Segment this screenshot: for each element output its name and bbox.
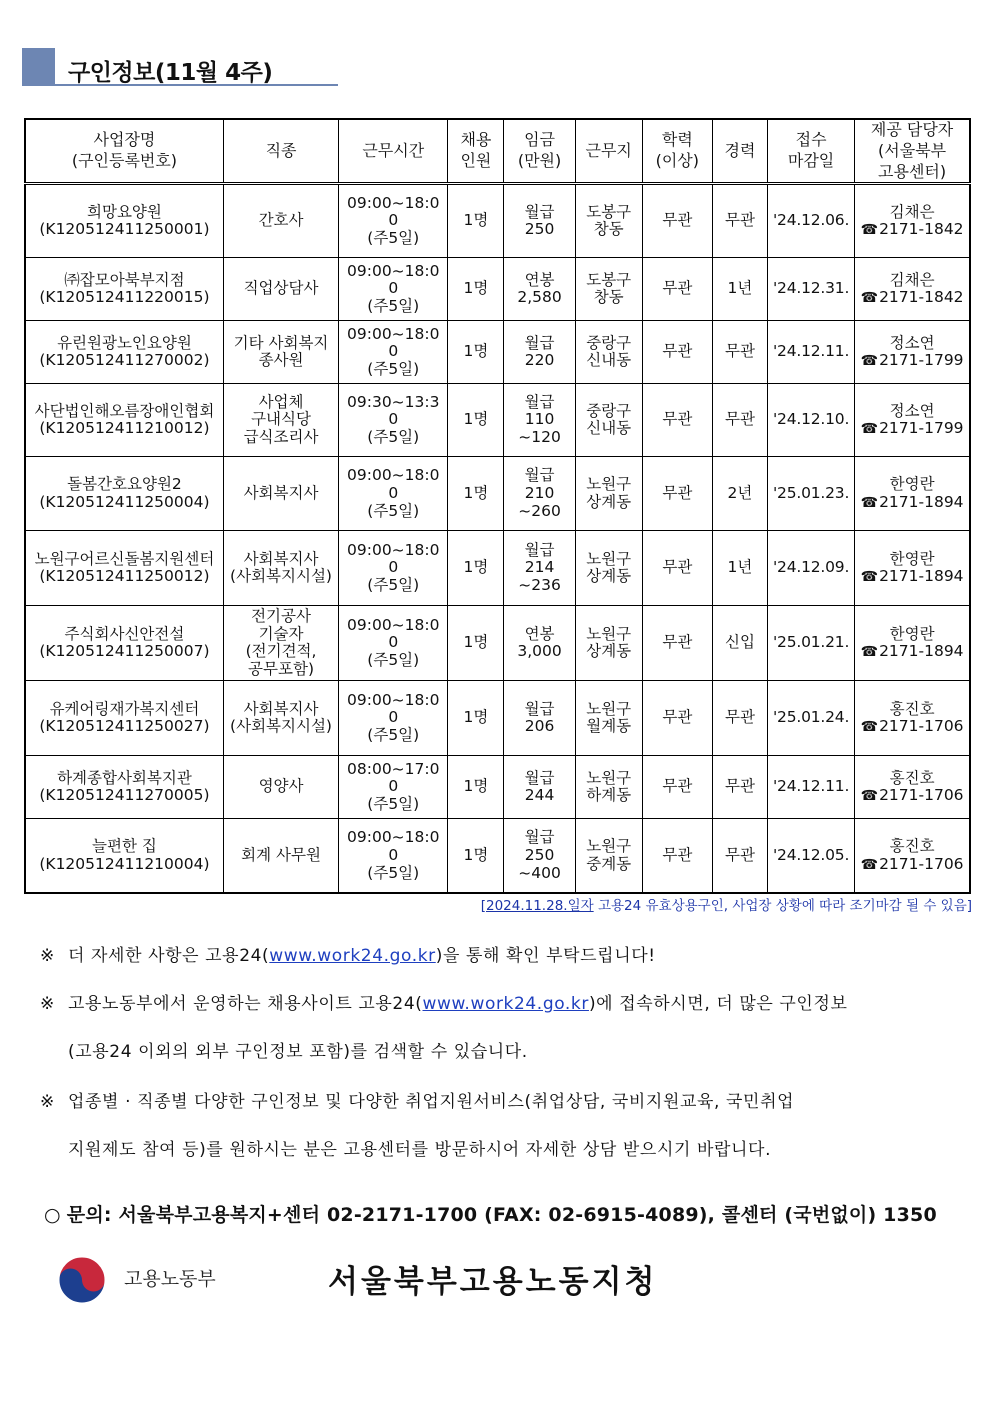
contact-person-name: 홍진호 bbox=[889, 768, 935, 787]
contact-person-name: 홍진호 bbox=[889, 836, 935, 855]
education-cell: 무관 bbox=[642, 819, 712, 893]
column-header bbox=[504, 119, 575, 184]
table-row bbox=[25, 184, 970, 258]
location-line: 창동 bbox=[593, 220, 624, 239]
phone-icon: ☎ bbox=[860, 494, 879, 511]
wage-line: 월급 bbox=[524, 466, 555, 485]
phone-number-line bbox=[858, 221, 966, 239]
work-hours-cell bbox=[339, 606, 448, 681]
column-header bbox=[25, 119, 223, 184]
registration-number: (K120512411250007) bbox=[39, 642, 210, 661]
education-cell: 무관 bbox=[642, 321, 712, 384]
location-cell bbox=[575, 258, 642, 321]
job-type-cell: 영양사 bbox=[223, 756, 338, 819]
contact-person-name: 홍진호 bbox=[889, 699, 935, 718]
contact-person-cell bbox=[855, 819, 970, 893]
wage-line: 연봉 bbox=[524, 624, 555, 643]
phone-number-line bbox=[858, 420, 966, 438]
phone-number: 2171-1799 bbox=[879, 351, 964, 370]
education-cell: 무관 bbox=[642, 384, 712, 457]
hire-count-cell: 1명 bbox=[448, 819, 504, 893]
location-cell bbox=[575, 384, 642, 457]
wage-line: 250 bbox=[524, 845, 555, 864]
hire-count-cell: 1명 bbox=[448, 531, 504, 606]
company-cell bbox=[25, 258, 223, 321]
wage-line: 월급 bbox=[524, 699, 555, 718]
contact-person-cell bbox=[855, 606, 970, 681]
phone-icon: ☎ bbox=[860, 353, 879, 370]
company-name: 유린원광노인요양원 bbox=[57, 333, 192, 352]
wage-line: 월급 bbox=[524, 768, 555, 787]
job-listings-table bbox=[24, 118, 971, 894]
work-hours-cell bbox=[339, 531, 448, 606]
column-header-line: 고용센터) bbox=[878, 161, 947, 181]
education-cell: 무관 bbox=[642, 756, 712, 819]
experience-cell: 무관 bbox=[712, 184, 767, 258]
notice-mark: ※ bbox=[40, 994, 55, 1014]
contact-info bbox=[44, 1200, 937, 1227]
deadline-cell: '24.12.10. bbox=[768, 384, 855, 457]
company-cell bbox=[25, 681, 223, 756]
contact-person-cell bbox=[855, 681, 970, 756]
work-hours-cell bbox=[339, 384, 448, 457]
location-line: 월계동 bbox=[586, 717, 632, 736]
wage-cell bbox=[504, 384, 575, 457]
education-cell: 무관 bbox=[642, 681, 712, 756]
wage-line: ~120 bbox=[518, 428, 561, 447]
location-line: 창동 bbox=[593, 288, 624, 307]
page-title: 구인정보(11월 4주) bbox=[68, 60, 273, 86]
column-header-line: 인원 bbox=[460, 151, 492, 171]
work-days: (주5일) bbox=[367, 576, 420, 595]
column-header bbox=[575, 119, 642, 184]
wage-line: ~260 bbox=[518, 501, 561, 520]
contact-person-cell bbox=[855, 384, 970, 457]
column-header-line: 사업장명 bbox=[93, 130, 156, 150]
location-line: 상계동 bbox=[586, 492, 632, 511]
wage-line: 월급 bbox=[524, 540, 555, 559]
company-name: 주식회사신안전설 bbox=[64, 624, 185, 643]
experience-cell: 무관 bbox=[712, 756, 767, 819]
wage-line: 월급 bbox=[524, 333, 555, 352]
work-hours-cell bbox=[339, 756, 448, 819]
contact-person-cell bbox=[855, 531, 970, 606]
table-row bbox=[25, 606, 970, 681]
wage-line: 3,000 bbox=[517, 642, 562, 661]
table-row bbox=[25, 457, 970, 531]
notice-2-text-b: )에 접속하시면, 더 많은 구인정보 bbox=[588, 994, 848, 1014]
work-hours: 09:00~18:00 bbox=[347, 615, 440, 652]
column-header bbox=[768, 119, 855, 184]
phone-icon: ☎ bbox=[860, 856, 879, 873]
company-cell bbox=[25, 321, 223, 384]
wage-cell bbox=[504, 184, 575, 258]
company-cell bbox=[25, 606, 223, 681]
ministry-name: 고용노동부 bbox=[124, 1268, 216, 1290]
work-days: (주5일) bbox=[367, 428, 420, 447]
company-cell bbox=[25, 531, 223, 606]
registration-number: (K120512411250012) bbox=[39, 567, 210, 586]
contact-person-cell bbox=[855, 184, 970, 258]
column-header-line: (구인등록번호) bbox=[71, 151, 178, 171]
wage-cell bbox=[504, 258, 575, 321]
wage-line: ~236 bbox=[518, 576, 561, 595]
table-row bbox=[25, 681, 970, 756]
work-days: (주5일) bbox=[367, 229, 420, 248]
location-cell bbox=[575, 531, 642, 606]
notice-3-text-a: 업종별 · 직종별 다양한 구인정보 및 다양한 취업지원서비스(취업상담, 국비지원교육, 국민취업 bbox=[68, 1092, 795, 1112]
company-cell bbox=[25, 819, 223, 893]
job-type-cell: 직업상담사 bbox=[223, 258, 338, 321]
registration-number: (K120512411210012) bbox=[39, 419, 210, 438]
location-line: 노원구 bbox=[586, 475, 632, 494]
location-line: 노원구 bbox=[586, 699, 632, 718]
location-line: 하계동 bbox=[586, 786, 632, 805]
phone-number-line bbox=[858, 568, 966, 586]
work24-link[interactable]: www.work24.go.kr bbox=[269, 946, 436, 966]
deadline-cell: '25.01.23. bbox=[768, 457, 855, 531]
location-line: 신내동 bbox=[586, 419, 632, 438]
location-line: 노원구 bbox=[586, 624, 632, 643]
phone-icon: ☎ bbox=[860, 569, 879, 586]
column-header-line: 마감일 bbox=[787, 151, 835, 171]
contact-person-cell bbox=[855, 258, 970, 321]
location-line: 도봉구 bbox=[586, 202, 632, 221]
company-cell bbox=[25, 457, 223, 531]
hire-count-cell: 1명 bbox=[448, 184, 504, 258]
education-cell: 무관 bbox=[642, 457, 712, 531]
note-open-bracket: [ bbox=[480, 898, 486, 914]
registration-number: (K120512411220015) bbox=[39, 288, 210, 307]
experience-cell: 2년 bbox=[712, 457, 767, 531]
location-line: 노원구 bbox=[586, 836, 632, 855]
table-row bbox=[25, 258, 970, 321]
table-row bbox=[25, 531, 970, 606]
education-cell: 무관 bbox=[642, 531, 712, 606]
company-name: 희망요양원 bbox=[87, 202, 162, 221]
work-hours: 09:00~18:00 bbox=[347, 261, 440, 298]
phone-number: 2171-1842 bbox=[879, 288, 964, 307]
phone-number: 2171-1842 bbox=[879, 220, 964, 239]
wage-line: 214 bbox=[524, 558, 555, 577]
work-hours: 09:00~18:00 bbox=[347, 827, 440, 864]
phone-number-line bbox=[858, 352, 966, 370]
location-line: 중랑구 bbox=[586, 333, 632, 352]
phone-number-line bbox=[858, 718, 966, 736]
location-cell bbox=[575, 681, 642, 756]
hire-count-cell: 1명 bbox=[448, 606, 504, 681]
column-header bbox=[339, 119, 448, 184]
location-cell bbox=[575, 457, 642, 531]
wage-line: ~400 bbox=[518, 863, 561, 882]
deadline-cell: '24.12.11. bbox=[768, 756, 855, 819]
phone-icon: ☎ bbox=[860, 788, 879, 805]
table-row bbox=[25, 819, 970, 893]
work-days: (주5일) bbox=[367, 501, 420, 520]
column-header-line: 경력 bbox=[724, 140, 756, 160]
ministry-taegeuk-logo-icon bbox=[58, 1256, 106, 1304]
wage-line: 월급 bbox=[524, 202, 555, 221]
wage-cell bbox=[504, 457, 575, 531]
deadline-cell: '25.01.24. bbox=[768, 681, 855, 756]
experience-cell: 무관 bbox=[712, 819, 767, 893]
contact-person-name: 정소연 bbox=[889, 333, 935, 352]
column-header-line: 제공 담당자 bbox=[870, 120, 954, 139]
phone-number: 2171-1706 bbox=[879, 854, 964, 873]
work-hours: 09:00~18:00 bbox=[347, 690, 440, 727]
work-hours: 08:00~17:00 bbox=[347, 759, 440, 796]
company-cell bbox=[25, 384, 223, 457]
phone-number: 2171-1894 bbox=[879, 642, 964, 661]
note-date: 2024.11.28.일자 bbox=[485, 898, 594, 914]
phone-icon: ☎ bbox=[860, 222, 879, 239]
column-header-line: 접수 bbox=[795, 130, 827, 150]
column-header-line: 학력 bbox=[661, 130, 693, 150]
contact-person-name: 김채은 bbox=[889, 270, 935, 289]
location-line: 상계동 bbox=[586, 567, 632, 586]
experience-cell: 신입 bbox=[712, 606, 767, 681]
deadline-cell: '25.01.21. bbox=[768, 606, 855, 681]
deadline-cell: '24.12.06. bbox=[768, 184, 855, 258]
contact-person-name: 정소연 bbox=[889, 401, 935, 420]
wage-cell bbox=[504, 321, 575, 384]
experience-cell: 무관 bbox=[712, 384, 767, 457]
education-cell: 무관 bbox=[642, 258, 712, 321]
column-header-line: (이상) bbox=[655, 151, 700, 171]
location-line: 중계동 bbox=[586, 854, 632, 873]
contact-person-cell bbox=[855, 457, 970, 531]
deadline-cell: '24.12.11. bbox=[768, 321, 855, 384]
contact-bullet: ○ bbox=[44, 1204, 61, 1226]
education-cell: 무관 bbox=[642, 184, 712, 258]
experience-cell: 1년 bbox=[712, 531, 767, 606]
deadline-cell: '24.12.31. bbox=[768, 258, 855, 321]
wage-line: 월급 bbox=[524, 392, 555, 411]
registration-number: (K120512411270002) bbox=[39, 351, 210, 370]
contact-text: 문의: 서울북부고용복지+센터 02-2171-1700 (FAX: 02-6915-4089), 콜센터 (국번없이) 1350 bbox=[66, 1204, 937, 1226]
work-hours: 09:00~18:00 bbox=[347, 466, 440, 502]
phone-number-line bbox=[858, 494, 966, 512]
work-days: (주5일) bbox=[367, 863, 420, 882]
experience-cell: 무관 bbox=[712, 681, 767, 756]
company-name: ㈜잡모아북부지점 bbox=[64, 270, 185, 289]
company-name: 늘편한 집 bbox=[92, 836, 157, 855]
work-hours-cell bbox=[339, 184, 448, 258]
note-text: 고용24 유효상용구인, 사업장 상황에 따라 조기마감 될 수 있음] bbox=[593, 898, 972, 914]
phone-number-line bbox=[858, 787, 966, 805]
wage-line: 206 bbox=[524, 717, 555, 736]
hire-count-cell: 1명 bbox=[448, 457, 504, 531]
column-header-line: 근무지 bbox=[585, 140, 632, 160]
location-cell bbox=[575, 819, 642, 893]
job-type-cell: 간호사 bbox=[223, 184, 338, 258]
location-cell bbox=[575, 756, 642, 819]
notice-3 bbox=[40, 1078, 975, 1174]
column-header-line: 임금 bbox=[524, 130, 555, 150]
notice-2 bbox=[40, 980, 975, 1076]
work-hours-cell bbox=[339, 457, 448, 531]
wage-cell bbox=[504, 606, 575, 681]
registration-number: (K120512411250001) bbox=[39, 220, 210, 239]
experience-cell: 1년 bbox=[712, 258, 767, 321]
company-name: 사단법인해오름장애인협회 bbox=[34, 401, 215, 420]
location-cell bbox=[575, 321, 642, 384]
hire-count-cell: 1명 bbox=[448, 321, 504, 384]
location-line: 신내동 bbox=[586, 351, 632, 370]
contact-person-name: 한영란 bbox=[889, 624, 935, 643]
job-type-cell: 사회복지사(사회복지시설) bbox=[223, 681, 338, 756]
phone-number: 2171-1894 bbox=[879, 567, 964, 586]
experience-cell: 무관 bbox=[712, 321, 767, 384]
job-type-cell: 회계 사무원 bbox=[223, 819, 338, 893]
hire-count-cell: 1명 bbox=[448, 756, 504, 819]
phone-number: 2171-1706 bbox=[879, 717, 964, 736]
wage-cell bbox=[504, 819, 575, 893]
work-hours-cell bbox=[339, 819, 448, 893]
wage-cell bbox=[504, 681, 575, 756]
section-title-bar bbox=[22, 48, 338, 86]
phone-icon: ☎ bbox=[860, 644, 879, 661]
wage-line: 2,580 bbox=[517, 288, 562, 307]
contact-person-name: 한영란 bbox=[889, 549, 935, 568]
hire-count-cell: 1명 bbox=[448, 681, 504, 756]
company-name: 하계종합사회복지관 bbox=[57, 768, 192, 787]
wage-line: 210 bbox=[524, 483, 555, 502]
work24-link-2[interactable]: www.work24.go.kr bbox=[422, 994, 589, 1014]
contact-person-cell bbox=[855, 321, 970, 384]
company-name: 유케어링재가복지센터 bbox=[49, 699, 200, 718]
wage-line: 연봉 bbox=[524, 270, 555, 289]
work-days: (주5일) bbox=[367, 726, 420, 745]
table-row bbox=[25, 321, 970, 384]
education-cell: 무관 bbox=[642, 606, 712, 681]
location-cell bbox=[575, 184, 642, 258]
wage-cell bbox=[504, 531, 575, 606]
column-header bbox=[855, 119, 970, 184]
job-type-cell: 사회복지사 bbox=[223, 457, 338, 531]
notice-3-text-b: 지원제도 참여 등)를 원하시는 분은 고용센터를 방문하시어 자세한 상담 받으시기 바랍니다. bbox=[68, 1140, 772, 1160]
registration-number: (K120512411250027) bbox=[39, 717, 210, 736]
company-cell bbox=[25, 756, 223, 819]
notice-2-text-c: (고용24 이외의 외부 구인정보 포함)를 검색할 수 있습니다. bbox=[68, 1042, 528, 1062]
column-header bbox=[448, 119, 504, 184]
job-type-cell: 사회복지사(사회복지시설) bbox=[223, 531, 338, 606]
company-cell bbox=[25, 184, 223, 258]
work-hours: 09:00~18:00 bbox=[347, 324, 440, 361]
registration-number: (K120512411250004) bbox=[39, 492, 210, 511]
company-name: 돌봄간호요양원2 bbox=[67, 475, 182, 494]
work-hours-cell bbox=[339, 321, 448, 384]
location-line: 노원구 bbox=[586, 549, 632, 568]
title-accent-square bbox=[22, 48, 55, 84]
column-header-line: 채용 bbox=[460, 130, 492, 150]
contact-person-name: 김채은 bbox=[889, 202, 935, 221]
wage-cell bbox=[504, 756, 575, 819]
location-line: 상계동 bbox=[586, 642, 632, 661]
column-header-line: 직종 bbox=[265, 140, 297, 160]
hire-count-cell: 1명 bbox=[448, 384, 504, 457]
work-hours-cell bbox=[339, 258, 448, 321]
phone-icon: ☎ bbox=[860, 421, 879, 438]
phone-number-line bbox=[858, 856, 966, 874]
work-hours-cell bbox=[339, 681, 448, 756]
deadline-cell: '24.12.05. bbox=[768, 819, 855, 893]
column-header-line: 근무시간 bbox=[362, 140, 425, 160]
column-header bbox=[712, 119, 767, 184]
table-header-row bbox=[25, 119, 970, 184]
work-hours: 09:00~18:00 bbox=[347, 193, 440, 230]
hire-count-cell: 1명 bbox=[448, 258, 504, 321]
registration-number: (K120512411270005) bbox=[39, 786, 210, 805]
table-body bbox=[25, 184, 970, 893]
phone-number: 2171-1706 bbox=[879, 786, 964, 805]
phone-number: 2171-1894 bbox=[879, 492, 964, 511]
work-days: (주5일) bbox=[367, 297, 420, 316]
phone-icon: ☎ bbox=[860, 719, 879, 736]
location-line: 중랑구 bbox=[586, 401, 632, 420]
notice-mark: ※ bbox=[40, 1092, 55, 1112]
column-header-line: (만원) bbox=[517, 151, 562, 171]
job-type-cell: 사업체 구내식당 급식조리사 bbox=[223, 384, 338, 457]
work-hours: 09:30~13:30 bbox=[347, 392, 440, 429]
notice-mark: ※ bbox=[40, 946, 55, 966]
column-header bbox=[223, 119, 338, 184]
wage-line: 250 bbox=[524, 220, 555, 239]
location-cell bbox=[575, 606, 642, 681]
deadline-cell: '24.12.09. bbox=[768, 531, 855, 606]
work-days: (주5일) bbox=[367, 651, 420, 670]
notice-1 bbox=[40, 932, 975, 980]
wage-line: 월급 bbox=[524, 827, 555, 846]
phone-number: 2171-1799 bbox=[879, 419, 964, 438]
column-header bbox=[642, 119, 712, 184]
work-hours: 09:00~18:00 bbox=[347, 540, 440, 577]
wage-line: 244 bbox=[524, 786, 555, 805]
job-type-cell: 기타 사회복지 종사원 bbox=[223, 321, 338, 384]
contact-person-cell bbox=[855, 756, 970, 819]
phone-number-line bbox=[858, 643, 966, 661]
data-date-note bbox=[481, 894, 972, 914]
contact-person-name: 한영란 bbox=[889, 475, 935, 494]
registration-number: (K120512411210004) bbox=[39, 854, 210, 873]
table-row bbox=[25, 384, 970, 457]
phone-number-line bbox=[858, 289, 966, 307]
notice-1-text-a: 더 자세한 사항은 고용24( bbox=[68, 946, 270, 966]
wage-line: 220 bbox=[524, 351, 555, 370]
work-days: (주5일) bbox=[367, 360, 420, 379]
notice-2-text-a: 고용노동부에서 운영하는 채용사이트 고용24( bbox=[68, 994, 423, 1014]
agency-name: 서울북부고용노동지청 bbox=[328, 1264, 658, 1300]
location-line: 노원구 bbox=[586, 768, 632, 787]
notice-1-text-b: )을 통해 확인 부탁드립니다! bbox=[435, 946, 656, 966]
phone-icon: ☎ bbox=[860, 290, 879, 307]
location-line: 도봉구 bbox=[586, 270, 632, 289]
company-name: 노원구어르신돌봄지원센터 bbox=[34, 549, 215, 568]
wage-line: 110 bbox=[524, 410, 555, 429]
job-type-cell: 전기공사 기술자(전기견적, 공무포함) bbox=[223, 606, 338, 681]
work-days: (주5일) bbox=[367, 795, 420, 814]
column-header-line: (서울북부 bbox=[878, 140, 947, 160]
table-row bbox=[25, 756, 970, 819]
